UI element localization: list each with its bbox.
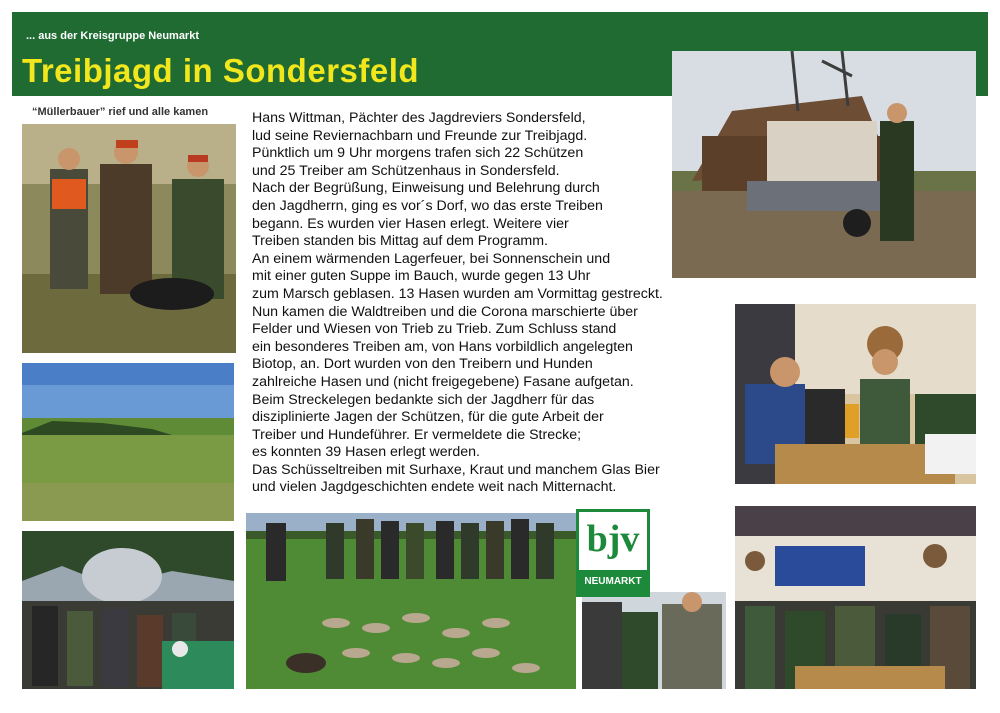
page-title: Treibjagd in Sondersfeld <box>22 52 420 89</box>
photo-caption: “Müllerbauer” rief und alle kamen <box>32 106 209 118</box>
logo-letters: bjv <box>586 518 640 560</box>
bjv-neumarkt-logo <box>576 509 650 597</box>
article-body: Hans Wittman, Pächter des Jagdreviers Sondersfeld, lud seine Reviernachbarn und Freunde zur Treibjagd. Pünktlich um 9 Uhr morgens trafen sich 22 Schützen und 25 Treiber am Schützenhaus in Sondersfeld. Nach der Begrüßung, Einweisung und Belehrung durch den Jagdherrn, ging es vor´s Dorf, wo das erste Treiben begann. Es wurden vier Hasen erlegt. Weitere vier Treiben standen bis Mittag auf dem Programm. An einem wärmenden Lagerfeuer, bei Sonnenschein und mit einer guten Suppe im Bauch, wurde gegen 13 Uhr zum Marsch geblasen. 13 Hasen wurden am Vormittag gestreckt. Nun kamen die Waldtreiben und die Corona marschierte über Felder und Wiesen von Trieb zu Trieb. Zum Schluss stand ein besonderes Treiben am, von Hans vorbildlich angelegten Biotop, an. Dort wurden von den Treibern und Hunden zahlreiche Hasen und (nicht freigegebene) Fasane aufgetan. Beim Streckelegen bedankte sich der Jagdherr für das disziplinierte Jagen der Schützen, für die gute Arbeit der Treiber und Hundeführer. Er vermeldete die Strecke; es konnten 39 Hasen erlegt werden. Das Schüsseltreiben mit Surhaxe, Kraut und manchem Glas Bier und vielen Jagdgeschichten endete weit nach Mitternacht. <box>252 110 663 496</box>
photo-pub-interior <box>735 506 976 689</box>
photo-people-outdoors <box>582 592 726 689</box>
header-kicker: ... aus der Kreisgruppe Neumarkt <box>26 30 199 42</box>
logo-name: NEUMARKT <box>579 570 647 594</box>
photo-game-line-up <box>246 513 576 689</box>
photo-campfire-gathering <box>22 531 234 689</box>
photo-field-landscape <box>22 363 234 521</box>
photo-pub-table <box>735 304 976 484</box>
photo-hunters-with-dog <box>22 124 236 353</box>
